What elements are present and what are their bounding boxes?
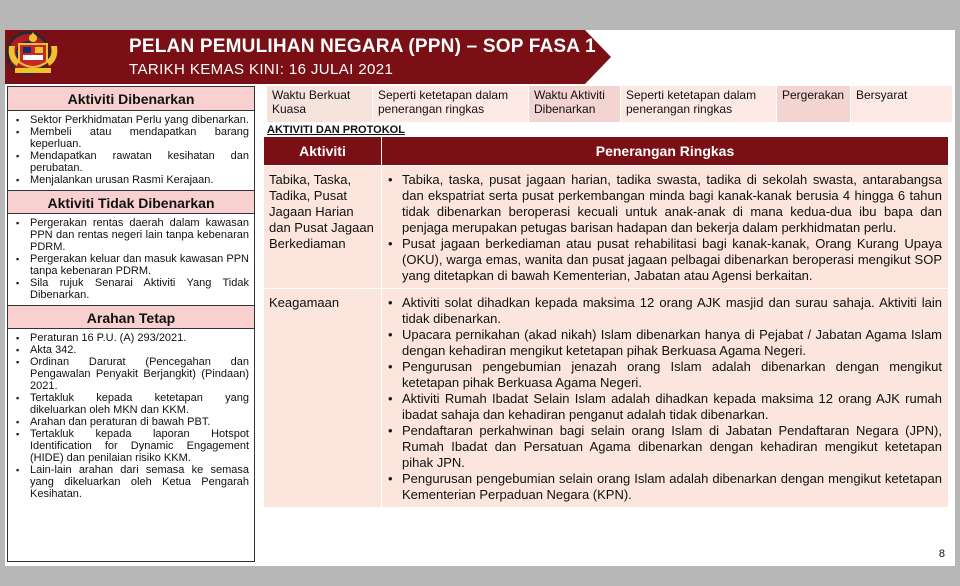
list-item: ▪ Sektor Perkhidmatan Perlu yang dibenarkan. (16, 114, 249, 126)
list-item: ▪ Tertakluk kepada ketetapan yang dikeluarkan oleh MKN dan KKM. (16, 392, 249, 416)
page-number: 8 (938, 548, 945, 560)
list-item: ▪ Tertakluk kepada laporan Hotspot Identification for Dynamic Engagement (HIDE) dan penilaian risiko KKM. (16, 428, 249, 464)
page-title: PELAN PEMULIHAN NEGARA (PPN) – SOP FASA 1 (129, 36, 596, 57)
table-row (264, 289, 949, 508)
description-item: • Pengurusan pengebumian selain orang Islam adalah dibenarkan dengan mengikut ketetapan Kementerian Perpaduan Negara (KPN). (386, 471, 942, 503)
jata-negara-logo-icon (5, 30, 61, 76)
allowed-activities-title: Aktiviti Dibenarkan (8, 87, 254, 111)
legend-activity-time-label: Waktu Aktiviti Dibenarkan (529, 86, 621, 122)
list-item: ▪ Mendapatkan rawatan kesihatan dan perubatan. (16, 150, 249, 174)
list-item: ▪ Lain-lain arahan dari semasa ke semasa yang dikeluarkan oleh Ketua Pengarah Kesihatan. (16, 464, 249, 500)
list-item: ▪ Pergerakan rentas daerah dalam kawasan PPN dan rentas negeri lain tanpa kebenaran PDRM. (16, 217, 249, 253)
description-item: • Pendaftaran perkahwinan bagi selain orang Islam di Jabatan Pendaftaran Negara (JPN), Rumah Ibadat dan Persatuan Agama dibenarkan dengan kehadiran mengikut ketetapan pihak JPN. (386, 423, 942, 471)
list-item: ▪ Arahan dan peraturan di bawah PBT. (16, 416, 249, 428)
list-item: ▪ Ordinan Darurat (Pencegahan dan Pengawalan Penyakit Berjangkit) (Pindaan) 2021. (16, 356, 249, 392)
list-item: ▪ Membeli atau mendapatkan barang keperluan. (16, 126, 249, 150)
activity-name: Tabika, Taska, Tadika, Pusat Jagaan Harian dan Pusat Jagaan Berkediaman (264, 166, 382, 289)
not-allowed-activities-title: Aktiviti Tidak Dibenarkan (8, 190, 254, 214)
list-item: ▪ Akta 342. (16, 344, 249, 356)
description-item: • Pusat jagaan berkediaman atau pusat rehabilitasi bagi kanak-kanak, Orang Kurang Upaya (OKU), warga emas, wanita dan pusat jagaan pelbagai dibenarkan beroperasi mengikut SOP yang ditetapkan di bawah Kementerian, Jabatan atau Agensi berkaitan. (386, 236, 942, 284)
not-allowed-activities-list (8, 214, 254, 305)
status-legend (267, 86, 953, 122)
column-header-description: Penerangan Ringkas (382, 137, 949, 166)
standing-directives-list (8, 329, 254, 504)
description-item: • Pengurusan pengebumian jenazah orang Islam adalah dibenarkan dengan mengikut ketetapan pihak Berkuasa Agama Negeri. (386, 359, 942, 391)
allowed-activities-list (8, 111, 254, 190)
legend-movement-label: Pergerakan (777, 86, 851, 122)
description-item: • Upacara pernikahan (akad nikah) Islam dibenarkan hanya di Pejabat / Jabatan Agama Islam dengan kehadiran mengikut ketetapan pihak Berkuasa Agama Negeri. (386, 327, 942, 359)
list-item: ▪ Pergerakan keluar dan masuk kawasan PPN tanpa kebenaran PDRM. (16, 253, 249, 277)
activity-description (382, 166, 949, 289)
legend-effective-time-value: Seperti ketetapan dalam penerangan ringkas (373, 86, 529, 122)
table-row (264, 166, 949, 289)
slide (5, 30, 955, 566)
standing-directives-title: Arahan Tetap (8, 305, 254, 329)
legend-movement-value: Bersyarat (851, 86, 953, 122)
header-banner (5, 30, 615, 84)
activities-table (263, 136, 949, 508)
update-date: TARIKH KEMAS KINI: 16 JULAI 2021 (129, 61, 394, 78)
description-item: • Aktiviti solat dihadkan kepada maksima 12 orang AJK masjid dan surau sahaja. Aktiviti lain tidak dibenarkan. (386, 295, 942, 327)
list-item: ▪ Menjalankan urusan Rasmi Kerajaan. (16, 174, 249, 186)
activity-description (382, 289, 949, 508)
left-panel (7, 86, 255, 562)
column-header-activity: Aktiviti (264, 137, 382, 166)
section-label: AKTIVITI DAN PROTOKOL (267, 124, 405, 136)
list-item: ▪ Sila rujuk Senarai Aktiviti Yang Tidak Dibenarkan. (16, 277, 249, 301)
activity-name: Keagamaan (264, 289, 382, 508)
description-item: • Tabika, taska, pusat jagaan harian, tadika swasta, tadika di sekolah swasta, antarabangsa dan ekspatriat serta pusat perkembangan minda bagi kanak-kanak berusia 4 hingga 6 tahun tidak dibenarkan beroperasi kecuali untuk anak-anak di mana kedua-dua ibu bapa dan penjaga merupakan petugas barisan hadapan dan bekerja dalam perkhidmatan perlu. (386, 172, 942, 236)
description-item: • Aktiviti Rumah Ibadat Selain Islam adalah dihadkan kepada maksima 12 orang AJK rumah ibadat sahaja dan kehadiran penganut adalah tidak dibenarkan. (386, 391, 942, 423)
legend-activity-time-value: Seperti ketetapan dalam penerangan ringkas (621, 86, 777, 122)
list-item: ▪ Peraturan 16 P.U. (A) 293/2021. (16, 332, 249, 344)
legend-effective-time-label: Waktu Berkuat Kuasa (267, 86, 373, 122)
